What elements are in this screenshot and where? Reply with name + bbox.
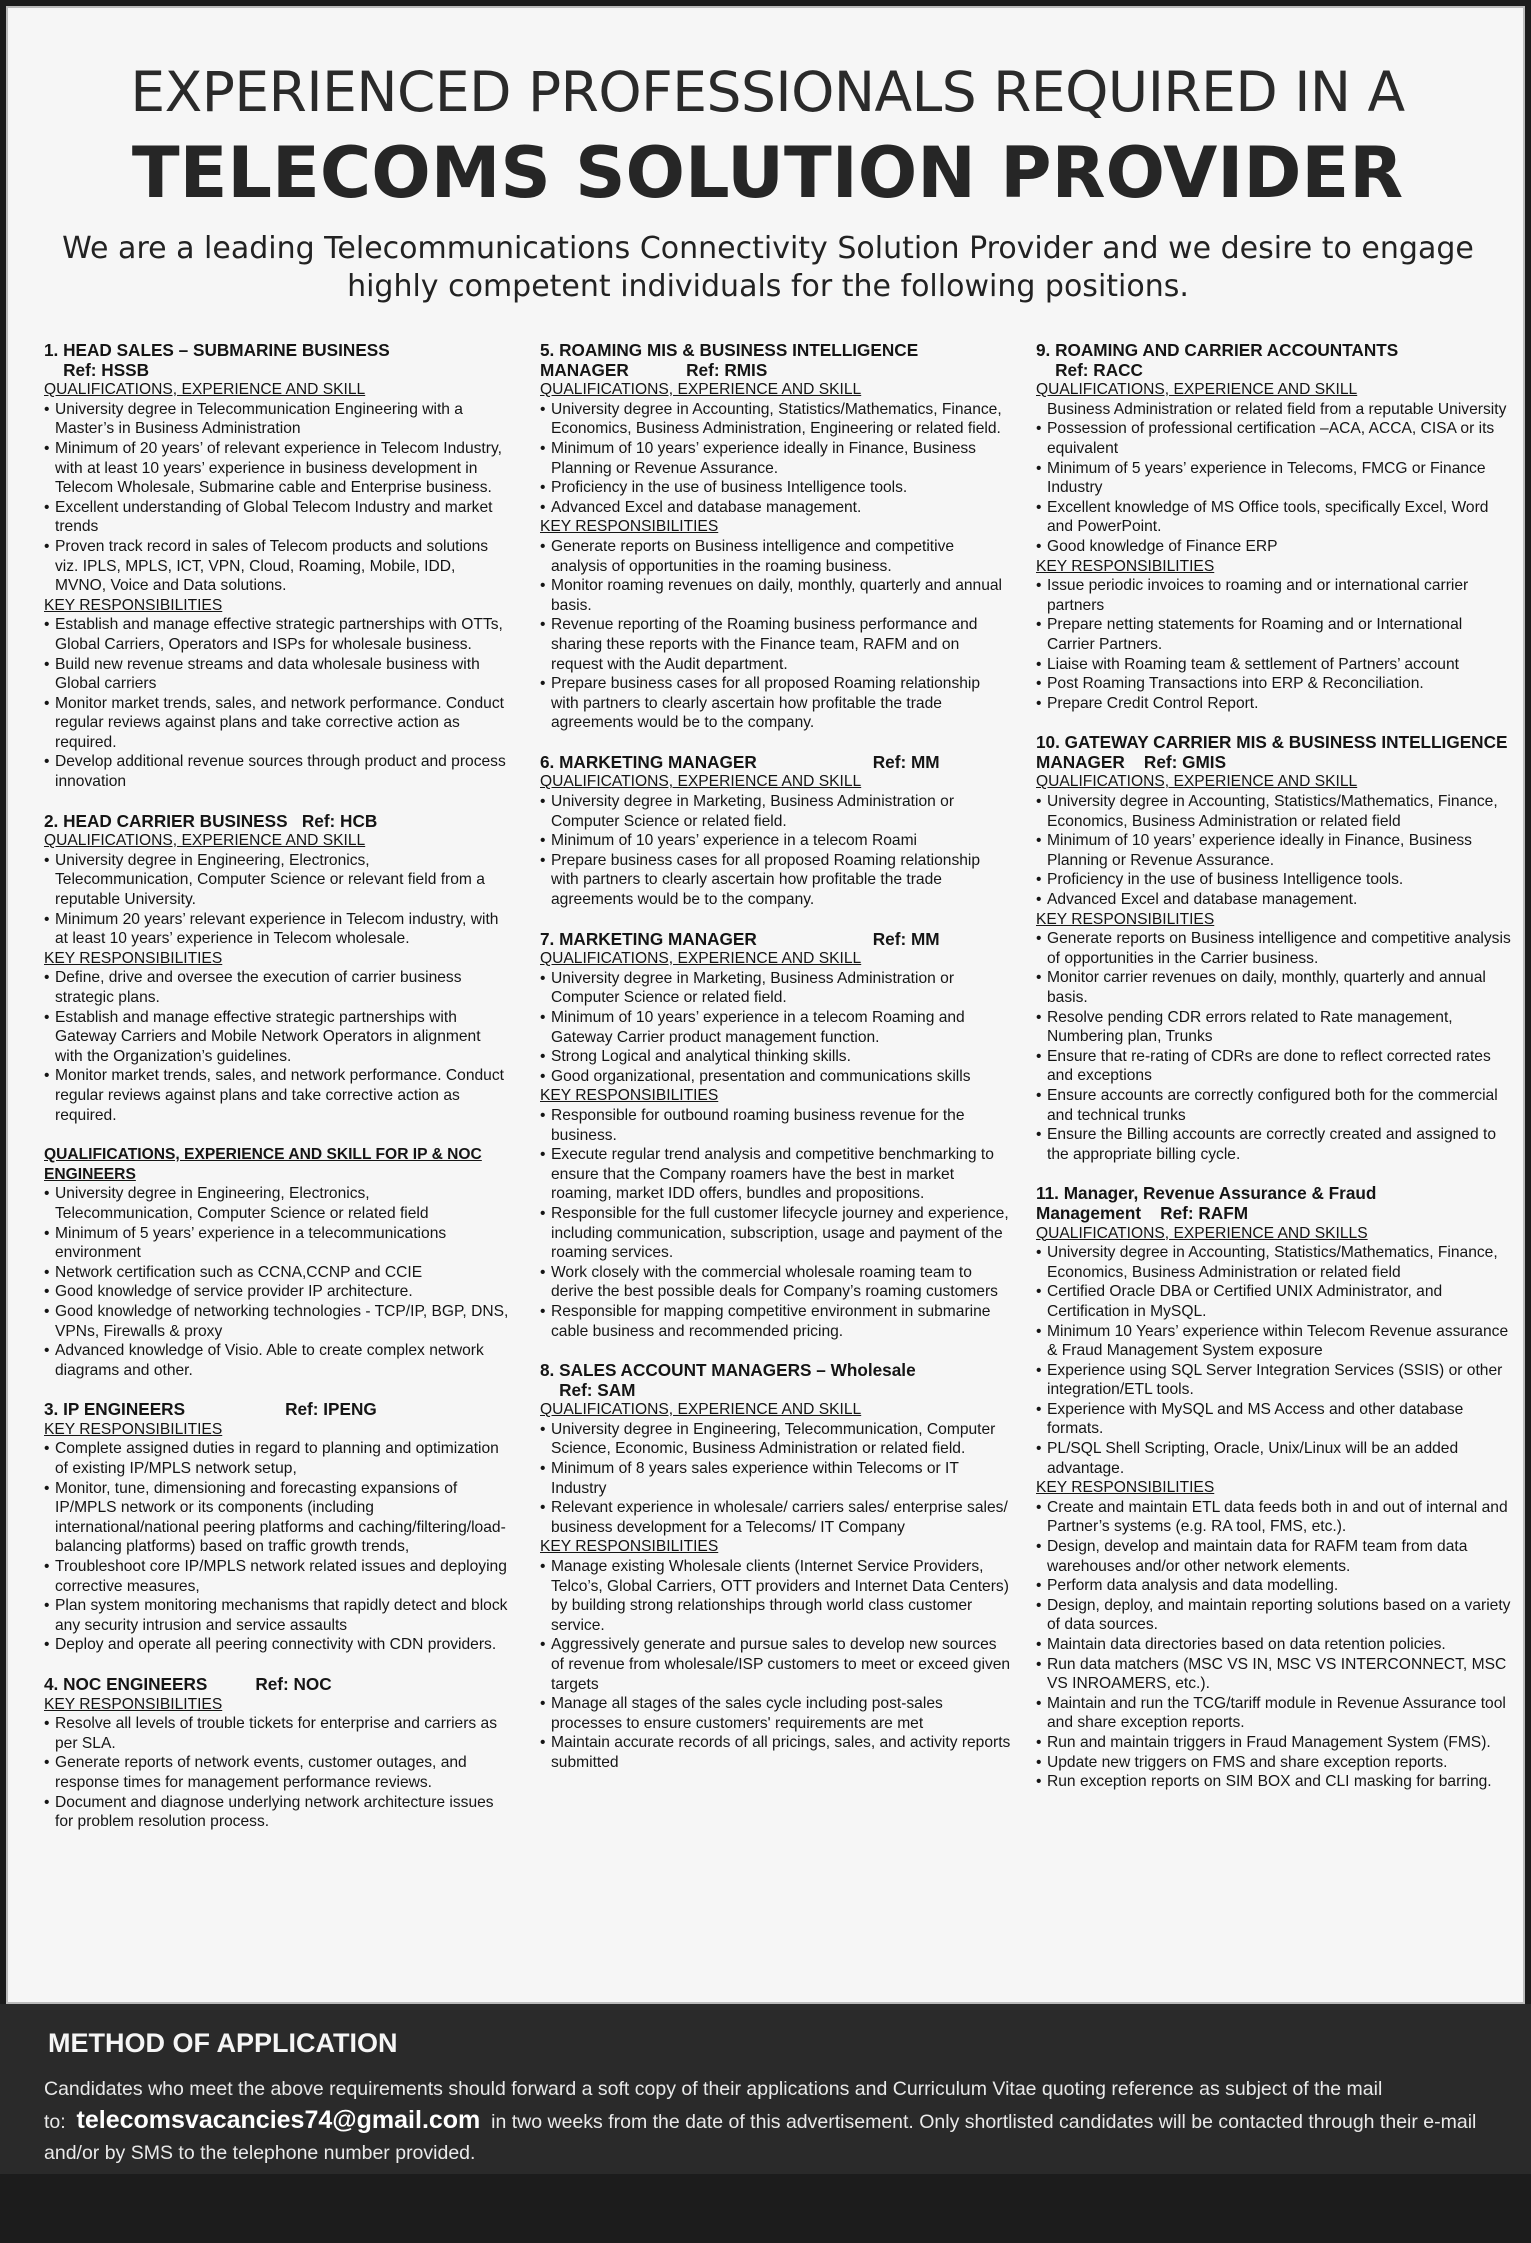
responsibilities-list xyxy=(540,537,1012,733)
responsibilities-list xyxy=(1036,929,1512,1164)
list-item: • Complete assigned duties in regard to planning and optimization of existing IP/MPLS network setup, xyxy=(44,1439,510,1478)
position-title: 2. HEAD CARRIER BUSINESS Ref: HCB xyxy=(44,810,378,831)
responsibilities-list xyxy=(44,1714,510,1832)
list-item: • Strong Logical and analytical thinking skills. xyxy=(540,1047,1012,1067)
list-item: • Revenue reporting of the Roaming business performance and sharing these reports with the Finance team, RAFM and on request with the Audit department. xyxy=(540,615,1012,674)
list-item: • PL/SQL Shell Scripting, Oracle, Unix/Linux will be an added advantage. xyxy=(1036,1439,1512,1478)
list-item: • Prepare netting statements for Roaming and or International Carrier Partners. xyxy=(1036,615,1512,654)
list-item: • Work closely with the commercial wholesale roaming team to derive the best possible deals for Company’s roaming customers xyxy=(540,1263,1012,1302)
position-title: 9. ROAMING AND CARRIER ACCOUNTANTS Ref: RACC xyxy=(1036,340,1399,380)
section-heading: KEY RESPONSIBILITIES xyxy=(44,949,223,967)
section-heading: QUALIFICATIONS, EXPERIENCE AND SKILL xyxy=(1036,381,1358,399)
list-item: • University degree in Accounting, Statistics/Mathematics, Finance, Economics, Business Administration, Engineering or related field. xyxy=(540,400,1012,439)
section-heading: KEY RESPONSIBILITIES xyxy=(44,1695,223,1713)
position-marketing-manager-1 xyxy=(540,753,1012,910)
list-item: • University degree in Engineering, Electronics, Telecommunication, Computer Science or relevant field from a reputable University. xyxy=(44,851,510,910)
list-item: • Minimum of 10 years’ experience ideally in Finance, Business Planning or Revenue Assurance. xyxy=(540,439,1012,478)
list-item: • Establish and manage effective strategic partnerships with Gateway Carriers and Mobile Network Operators in alignment with the Organization’s guidelines. xyxy=(44,1008,510,1067)
list-item: • Proficiency in the use of business Intelligence tools. xyxy=(540,478,1012,498)
list-item: • Minimum of 8 years sales experience within Telecoms or IT Industry xyxy=(540,1459,1012,1498)
list-item: • Run data matchers (MSC VS IN, MSC VS INTERCONNECT, MSC VS INROAMERS, etc.). xyxy=(1036,1655,1512,1694)
list-item: • Monitor, tune, dimensioning and forecasting expansions of IP/MPLS network or its components (including international/national peering platforms and caching/filtering/load-balancing platforms) based on traffic growth trends, xyxy=(44,1479,510,1557)
list-item: • Design, deploy, and maintain reporting solutions based on a variety of data sources. xyxy=(1036,1596,1512,1635)
list-item: • Monitor roaming revenues on daily, monthly, quarterly and annual basis. xyxy=(540,576,1012,615)
list-item: • Minimum of 5 years’ experience in a telecommunications environment xyxy=(44,1224,510,1263)
section-heading: QUALIFICATIONS, EXPERIENCE AND SKILL xyxy=(1036,773,1358,791)
list-item: • Minimum 20 years’ relevant experience in Telecom industry, with at least 10 years’ experience in Telecom wholesale. xyxy=(44,910,510,949)
position-gateway-carrier-mis xyxy=(1036,733,1512,1164)
list-item: • Advanced knowledge of Visio. Able to create complex network diagrams and other. xyxy=(44,1341,510,1380)
list-item: • Aggressively generate and pursue sales to develop new sources of revenue from wholesale/ISP customers to meet or exceed given targets xyxy=(540,1635,1012,1694)
list-item: • Prepare business cases for all proposed Roaming relationship with partners to clearly ascertain how profitable the trade agreements would be to the company. xyxy=(540,674,1012,733)
list-item: • Run and maintain triggers in Fraud Management System (FMS). xyxy=(1036,1733,1512,1753)
list-item: • Prepare business cases for all proposed Roaming relationship with partners to clearly ascertain how profitable the trade agreements would be to the company. xyxy=(540,851,1012,910)
list-item: • Experience with MySQL and MS Access and other database formats. xyxy=(1036,1400,1512,1439)
section-heading: KEY RESPONSIBILITIES xyxy=(1036,910,1215,928)
list-item: • Ensure the Billing accounts are correctly created and assigned to the appropriate billing cycle. xyxy=(1036,1125,1512,1164)
position-title: 5. ROAMING MIS & BUSINESS INTELLIGENCE MANAGER Ref: RMIS xyxy=(540,340,919,380)
responsibilities-list xyxy=(44,1439,510,1655)
position-sales-account-managers xyxy=(540,1361,1012,1772)
list-item: • Good knowledge of networking technologies - TCP/IP, BGP, DNS, VPNs, Firewalls & proxy xyxy=(44,1302,510,1341)
list-item: • Ensure accounts are correctly configured both for the commercial and technical trunks xyxy=(1036,1086,1512,1125)
list-item: • Generate reports on Business intelligence and competitive analysis of opportunities in the Carrier business. xyxy=(1036,929,1512,968)
position-roaming-accountants xyxy=(1036,341,1512,713)
list-item: • Advanced Excel and database management. xyxy=(540,498,1012,518)
list-item: • Monitor market trends, sales, and network performance. Conduct regular reviews against plans and take corrective action as required. xyxy=(44,694,510,753)
column-right xyxy=(1036,341,1512,1792)
list-item: • Define, drive and oversee the execution of carrier business strategic plans. xyxy=(44,968,510,1007)
list-item: • Liaise with Roaming team & settlement of Partners’ account xyxy=(1036,655,1512,675)
advert-sheet xyxy=(6,6,1525,2004)
position-head-sales xyxy=(44,341,510,792)
qualifications-list xyxy=(1036,400,1512,420)
method-of-application xyxy=(0,2004,1531,2174)
column-middle xyxy=(540,341,1012,1773)
list-item: • Minimum of 5 years’ experience in Telecoms, FMCG or Finance Industry xyxy=(1036,459,1512,498)
position-title: 8. SALES ACCOUNT MANAGERS – Wholesale Ref: SAM xyxy=(540,1360,916,1400)
section-heading: KEY RESPONSIBILITIES xyxy=(44,596,223,614)
section-heading: QUALIFICATIONS, EXPERIENCE AND SKILL xyxy=(540,950,862,968)
responsibilities-list xyxy=(44,615,510,791)
list-item: • Troubleshoot core IP/MPLS network related issues and deploying corrective measures, xyxy=(44,1557,510,1596)
position-ip-engineers xyxy=(44,1400,510,1655)
list-item: • University degree in Marketing, Business Administration or Computer Science or related field. xyxy=(540,792,1012,831)
list-item: • Proficiency in the use of business Intelligence tools. xyxy=(1036,870,1512,890)
list-item: • Ensure that re-rating of CDRs are done to reflect corrected rates and exceptions xyxy=(1036,1047,1512,1086)
list-item: • Good knowledge of service provider IP architecture. xyxy=(44,1282,510,1302)
qualifications-list xyxy=(540,969,1012,1087)
column-left xyxy=(44,341,510,1832)
position-roaming-mis xyxy=(540,341,1012,733)
ip-noc-qualifications xyxy=(44,1145,510,1380)
list-item: • Manage existing Wholesale clients (Internet Service Providers, Telco’s, Global Carriers, OTT providers and Internet Data Centers) by building strong relationships through world class customer service. xyxy=(540,1557,1012,1635)
list-item: • Maintain and run the TCG/tariff module in Revenue Assurance tool and share exception reports. xyxy=(1036,1694,1512,1733)
list-item: • Monitor carrier revenues on daily, monthly, quarterly and annual basis. xyxy=(1036,968,1512,1007)
list-item: • Generate reports of network events, customer outages, and response times for management performance reviews. xyxy=(44,1753,510,1792)
list-item: • Issue periodic invoices to roaming and or international carrier partners xyxy=(1036,576,1512,615)
list-item: • Maintain accurate records of all pricings, sales, and activity reports submitted xyxy=(540,1733,1012,1772)
section-heading: KEY RESPONSIBILITIES xyxy=(1036,1479,1215,1497)
list-item: • Good organizational, presentation and communications skills xyxy=(540,1067,1012,1087)
list-item: • Update new triggers on FMS and share exception reports. xyxy=(1036,1753,1512,1773)
email-link[interactable]: telecomsvacancies74@gmail.com xyxy=(76,2106,481,2134)
position-title: 6. MARKETING MANAGER Ref: MM xyxy=(540,751,940,772)
responsibilities-list xyxy=(540,1557,1012,1773)
list-item: • University degree in Engineering, Telecommunication, Computer Science, Economic, Business Administration or related field. xyxy=(540,1420,1012,1459)
list-item: • Establish and manage effective strategic partnerships with OTTs, Global Carriers, Operators and ISPs for wholesale business. xyxy=(44,615,510,654)
qualifications-list xyxy=(44,400,510,596)
list-item: • Execute regular trend analysis and competitive benchmarking to ensure that the Company roamers have the best in market roaming, market IDD offers, bundles and propositions. xyxy=(540,1145,1012,1204)
section-heading: KEY RESPONSIBILITIES xyxy=(1036,557,1215,575)
list-item: • Prepare Credit Control Report. xyxy=(1036,694,1512,714)
list-item: • Monitor market trends, sales, and network performance. Conduct regular reviews against plans and take corrective action as required. xyxy=(44,1066,510,1125)
list-item: • Advanced Excel and database management. xyxy=(1036,890,1512,910)
list-item: • Responsible for mapping competitive environment in submarine cable business and recommended pricing. xyxy=(540,1302,1012,1341)
list-item: • University degree in Engineering, Electronics, Telecommunication, Computer Science or related field xyxy=(44,1184,510,1223)
method-text: Candidates who meet the above requirements should forward a soft copy of their applications and Curriculum Vitae quoting reference as subject of the mail to: telecomsvacancies74@gmail.com in two weeks from the date of this advertisement. Only shortlisted candidates will be contacted through their e-mail and/or by SMS to the telephone number provided. xyxy=(44,2078,1477,2164)
list-item: • Post Roaming Transactions into ERP & Reconciliation. xyxy=(1036,674,1512,694)
section-heading: QUALIFICATIONS, EXPERIENCE AND SKILL xyxy=(540,381,862,399)
headline-top: EXPERIENCED PROFESSIONALS REQUIRED IN A xyxy=(130,60,1405,124)
position-title: 7. MARKETING MANAGER Ref: MM xyxy=(540,928,940,949)
qualifications-list xyxy=(540,1420,1012,1538)
position-title: 10. GATEWAY CARRIER MIS & BUSINESS INTELLIGENCE MANAGER Ref: GMIS xyxy=(1036,732,1508,772)
qualifications-list xyxy=(540,400,1012,518)
list-item: • Possession of professional certification –ACA, ACCA, CISA or its equivalent xyxy=(1036,419,1512,458)
list-item: • Minimum 10 Years’ experience within Telecom Revenue assurance & Fraud Management System exposure xyxy=(1036,1322,1512,1361)
list-item: • Responsible for outbound roaming business revenue for the business. xyxy=(540,1106,1012,1145)
position-noc-engineers xyxy=(44,1675,510,1832)
list-item: • Perform data analysis and data modelling. xyxy=(1036,1576,1512,1596)
list-item: • Proven track record in sales of Telecom products and solutions viz. IPLS, MPLS, ICT, VPN, Cloud, Roaming, Mobile, IDD, MVNO, Voice and Data solutions. xyxy=(44,537,510,596)
list-item: • Plan system monitoring mechanisms that rapidly detect and block any security intrusion and service assaults xyxy=(44,1596,510,1635)
list-item: • Relevant experience in wholesale/ carriers sales/ enterprise sales/ business development for a Telecoms/ IT Company xyxy=(540,1498,1012,1537)
qualifications-list xyxy=(1036,792,1512,910)
list-item: • Network certification such as CCNA,CCNP and CCIE xyxy=(44,1263,510,1283)
position-title: 1. HEAD SALES – SUBMARINE BUSINESS Ref: HSSB xyxy=(44,340,390,380)
list-item: Business Administration or related field from a reputable University xyxy=(1047,400,1507,418)
list-item: • Generate reports on Business intelligence and competitive analysis of opportunities in the roaming business. xyxy=(540,537,1012,576)
position-title: 11. Manager, Revenue Assurance & Fraud Management Ref: RAFM xyxy=(1036,1183,1377,1223)
list-item: • Run exception reports on SIM BOX and CLI masking for barring. xyxy=(1036,1772,1512,1792)
position-marketing-manager-2 xyxy=(540,930,1012,1341)
responsibilities-list xyxy=(1036,576,1512,713)
list-item: • Minimum of 10 years’ experience in a telecom Roaming and Gateway Carrier product management function. xyxy=(540,1008,1012,1047)
list-item: • Minimum of 10 years’ experience ideally in Finance, Business Planning or Revenue Assurance. xyxy=(1036,831,1512,870)
responsibilities-list xyxy=(540,1106,1012,1341)
section-heading: QUALIFICATIONS, EXPERIENCE AND SKILL xyxy=(540,773,862,791)
list-item: • Design, develop and maintain data for RAFM team from data warehouses and/or other network elements. xyxy=(1036,1537,1512,1576)
responsibilities-list xyxy=(1036,1498,1512,1792)
headline-main: TELECOMS SOLUTION PROVIDER xyxy=(131,132,1404,214)
list-item: • Build new revenue streams and data wholesale business with Global carriers xyxy=(44,655,510,694)
section-heading: KEY RESPONSIBILITIES xyxy=(540,1538,719,1556)
position-title: 3. IP ENGINEERS Ref: IPENG xyxy=(44,1399,377,1420)
section-heading: KEY RESPONSIBILITIES xyxy=(540,518,719,536)
method-title: METHOD OF APPLICATION xyxy=(48,2028,398,2058)
list-item: • Deploy and operate all peering connectivity with CDN providers. xyxy=(44,1635,510,1655)
list-item: • University degree in Accounting, Statistics/Mathematics, Finance, Economics, Business Administration or related field xyxy=(1036,792,1512,831)
intro-text: We are a leading Telecommunications Connectivity Solution Provider and we desire to engage highly competent individuals for the following positions. xyxy=(62,231,1474,304)
list-item: • Resolve pending CDR errors related to Rate management, Numbering plan, Trunks xyxy=(1036,1008,1512,1047)
list-item: • Certified Oracle DBA or Certified UNIX Administrator, and Certification in MySQL. xyxy=(1036,1282,1512,1321)
list-item: • Minimum of 20 years’ of relevant experience in Telecom Industry, with at least 10 years’ experience in business development in Telecom Wholesale, Submarine cable and Enterprise business. xyxy=(44,439,510,498)
position-revenue-assurance xyxy=(1036,1184,1512,1791)
list-item: • Maintain data directories based on data retention policies. xyxy=(1036,1635,1512,1655)
position-title: 4. NOC ENGINEERS Ref: NOC xyxy=(44,1674,332,1694)
list-item: • Manage all stages of the sales cycle including post-sales processes to ensure customers' requirements are met xyxy=(540,1694,1012,1733)
list-item: • Experience using SQL Server Integration Services (SSIS) or other integration/ETL tools. xyxy=(1036,1361,1512,1400)
position-title: QUALIFICATIONS, EXPERIENCE AND SKILL FOR IP & NOC ENGINEERS xyxy=(44,1146,482,1183)
list-item: • Responsible for the full customer lifecycle journey and experience, including communication, subscription, usage and payment of the roaming services. xyxy=(540,1204,1012,1263)
list-item: • University degree in Marketing, Business Administration or Computer Science or related field. xyxy=(540,969,1012,1008)
list-item: • Good knowledge of Finance ERP xyxy=(1036,537,1512,557)
list-item: • Create and maintain ETL data feeds both in and out of internal and Partner’s systems (e.g. RA tool, FMS, etc.). xyxy=(1036,1498,1512,1537)
list-item: • Document and diagnose underlying network architecture issues for problem resolution process. xyxy=(44,1793,510,1832)
list-item: • Excellent understanding of Global Telecom Industry and market trends xyxy=(44,498,510,537)
list-item: • Resolve all levels of trouble tickets for enterprise and carriers as per SLA. xyxy=(44,1714,510,1753)
list-item: • University degree in Telecommunication Engineering with a Master’s in Business Administration xyxy=(44,400,510,439)
responsibilities-list xyxy=(44,968,510,1125)
position-head-carrier xyxy=(44,812,510,1126)
qualifications-list xyxy=(44,851,510,949)
section-heading: QUALIFICATIONS, EXPERIENCE AND SKILL xyxy=(540,1401,862,1419)
list-item: • Develop additional revenue sources through product and process innovation xyxy=(44,752,510,791)
list-item: • University degree in Accounting, Statistics/Mathematics, Finance, Economics, Business Administration or related field xyxy=(1036,1243,1512,1282)
qualifications-list xyxy=(44,1184,510,1380)
section-heading: KEY RESPONSIBILITIES xyxy=(540,1087,719,1105)
qualifications-list xyxy=(540,792,1012,910)
section-heading: QUALIFICATIONS, EXPERIENCE AND SKILL xyxy=(44,381,366,399)
qualifications-list xyxy=(1036,419,1512,556)
list-item: • Excellent knowledge of MS Office tools, specifically Excel, Word and PowerPoint. xyxy=(1036,498,1512,537)
section-heading: QUALIFICATIONS, EXPERIENCE AND SKILL xyxy=(44,832,366,850)
section-heading: QUALIFICATIONS, EXPERIENCE AND SKILLS xyxy=(1036,1224,1368,1242)
list-item: • Minimum of 10 years’ experience in a telecom Roami xyxy=(540,831,1012,851)
qualifications-list xyxy=(1036,1243,1512,1478)
section-heading: KEY RESPONSIBILITIES xyxy=(44,1420,223,1438)
